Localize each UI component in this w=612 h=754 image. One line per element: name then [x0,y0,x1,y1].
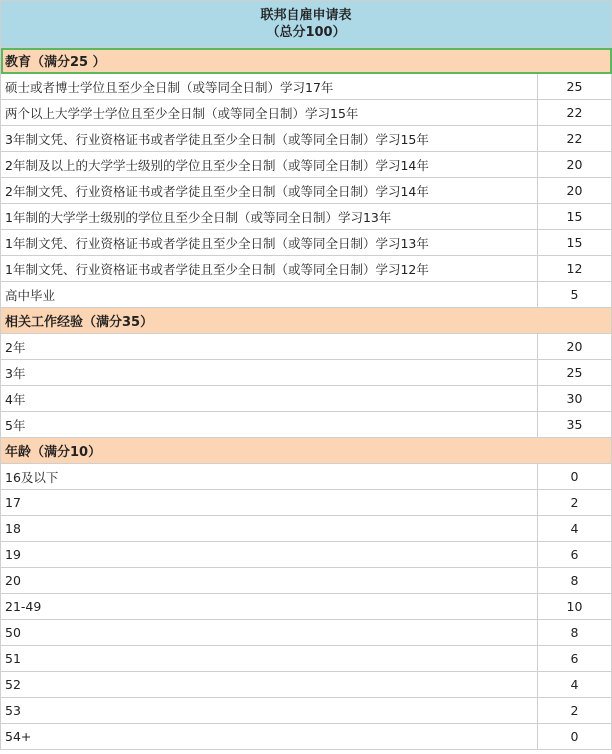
criteria-cell[interactable]: 2年制及以上的大学学士级别的学位且至少全日制（或等同全日制）学习14年 [1,152,538,178]
score-cell[interactable]: 8 [538,568,612,594]
score-cell[interactable]: 5 [538,282,612,308]
table-row [1,672,612,698]
score-cell[interactable]: 2 [538,490,612,516]
table-row [1,230,612,256]
criteria-cell[interactable]: 5年 [1,412,538,438]
table-row [1,360,612,386]
criteria-cell[interactable]: 18 [1,516,538,542]
score-cell[interactable]: 20 [538,334,612,360]
section-heading-cell[interactable]: 教育（满分25 ） [1,48,612,74]
table-row [1,724,612,750]
table-row [1,490,612,516]
score-cell[interactable]: 8 [538,620,612,646]
section-heading-cell[interactable]: 相关工作经验（满分35） [1,308,612,334]
criteria-cell[interactable]: 1年制文凭、行业资格证书或者学徒且至少全日制（或等同全日制）学习13年 [1,230,538,256]
score-cell[interactable]: 6 [538,542,612,568]
section-header-education [1,48,612,74]
score-cell[interactable]: 22 [538,126,612,152]
table-row [1,178,612,204]
score-cell[interactable]: 6 [538,646,612,672]
table-row [1,412,612,438]
criteria-cell[interactable]: 2年 [1,334,538,360]
criteria-cell[interactable]: 51 [1,646,538,672]
score-cell[interactable]: 25 [538,74,612,100]
table-row [1,594,612,620]
table-row [1,516,612,542]
table-row [1,256,612,282]
score-cell[interactable]: 35 [538,412,612,438]
criteria-cell[interactable]: 1年制的大学学士级别的学位且至少全日制（或等同全日制）学习13年 [1,204,538,230]
criteria-cell[interactable]: 3年 [1,360,538,386]
criteria-cell[interactable]: 4年 [1,386,538,412]
criteria-cell[interactable]: 53 [1,698,538,724]
score-cell[interactable]: 20 [538,178,612,204]
criteria-cell[interactable]: 20 [1,568,538,594]
score-cell[interactable]: 10 [538,594,612,620]
table-row [1,152,612,178]
criteria-cell[interactable]: 高中毕业 [1,282,538,308]
table-row [1,126,612,152]
score-cell[interactable]: 22 [538,100,612,126]
section-header-work-experience [1,308,612,334]
score-cell[interactable]: 25 [538,360,612,386]
criteria-cell[interactable]: 1年制文凭、行业资格证书或者学徒且至少全日制（或等同全日制）学习12年 [1,256,538,282]
score-cell[interactable]: 4 [538,516,612,542]
section-header-age [1,438,612,464]
table-row [1,334,612,360]
table-subtitle: （总分100） [266,25,346,40]
criteria-cell[interactable]: 硕士或者博士学位且至少全日制（或等同全日制）学习17年 [1,74,538,100]
table-title-cell[interactable] [1,1,612,48]
criteria-cell[interactable]: 两个以上大学学士学位且至少全日制（或等同全日制）学习15年 [1,100,538,126]
table-row [1,698,612,724]
criteria-cell[interactable]: 3年制文凭、行业资格证书或者学徒且至少全日制（或等同全日制）学习15年 [1,126,538,152]
table-row [1,204,612,230]
table-row [1,386,612,412]
table-row [1,282,612,308]
section-heading-cell[interactable]: 年龄（满分10） [1,438,612,464]
table-row [1,74,612,100]
score-cell[interactable]: 15 [538,204,612,230]
score-cell[interactable]: 4 [538,672,612,698]
table-row [1,542,612,568]
criteria-cell[interactable]: 54+ [1,724,538,750]
table-title: 联邦自雇申请表 [260,8,352,23]
score-cell[interactable]: 12 [538,256,612,282]
table-row [1,620,612,646]
criteria-cell[interactable]: 16及以下 [1,464,538,490]
criteria-cell[interactable]: 21-49 [1,594,538,620]
score-cell[interactable]: 20 [538,152,612,178]
table-row [1,464,612,490]
score-cell[interactable]: 2 [538,698,612,724]
score-cell[interactable]: 0 [538,464,612,490]
criteria-cell[interactable]: 2年制文凭、行业资格证书或者学徒且至少全日制（或等同全日制）学习14年 [1,178,538,204]
score-cell[interactable]: 30 [538,386,612,412]
score-cell[interactable]: 15 [538,230,612,256]
table-row [1,646,612,672]
table-row [1,100,612,126]
criteria-cell[interactable]: 17 [1,490,538,516]
table-row [1,568,612,594]
criteria-cell[interactable]: 50 [1,620,538,646]
criteria-cell[interactable]: 19 [1,542,538,568]
score-cell[interactable]: 0 [538,724,612,750]
table-header-row [1,1,612,48]
criteria-cell[interactable]: 52 [1,672,538,698]
